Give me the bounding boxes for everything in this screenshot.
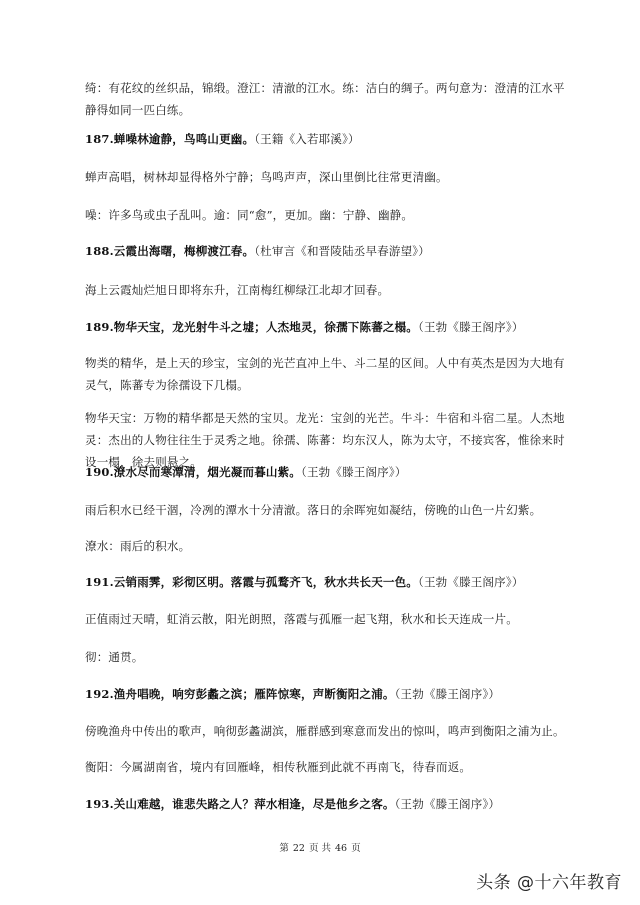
footer-mid: 页 共 (308, 843, 332, 854)
poem-heading-188: 188.云霞出海曙，梅柳渡江春。（杜审言《和晋陵陆丞早春游望》） (85, 244, 430, 258)
watermark: 头条 @十六年教育 (476, 873, 622, 893)
poem-heading-190: 190.潦水尽而寒潭清，烟光凝而暮山紫。（王勃《滕王阁序》） (85, 465, 407, 479)
annotation-paragraph: 彻：通贯。 (85, 650, 144, 664)
total-pages: 46 (335, 843, 348, 854)
current-page-number: 22 (292, 843, 305, 854)
poem-heading-189: 189.物华天宝，龙光射牛斗之墟；人杰地灵，徐孺下陈蕃之榻。（王勃《滕王阁序》） (85, 320, 524, 334)
page-footer (0, 840, 640, 854)
translation-paragraph: 蝉声高唱，树林却显得格外宁静；鸟鸣声声，深山里倒比往常更清幽。 (85, 170, 448, 184)
poem-heading-193: 193.关山难越，谁悲失路之人？萍水相逢，尽是他乡之客。（王勃《滕王阁序》） (85, 797, 501, 811)
translation-paragraph: 物类的精华，是上天的珍宝，宝剑的光芒直冲上牛、斗二星的区间。人中有英杰是因为大地有灵气，陈蕃专为徐孺设下几榻。 (85, 356, 565, 392)
translation-paragraph: 海上云霞灿烂旭日即将东升，江南梅红柳绿江北却才回春。 (85, 283, 390, 297)
annotation-paragraph: 噪：许多鸟或虫子乱叫。逾：同“愈”，更加。幽：宁静、幽静。 (85, 208, 414, 222)
translation-paragraph: 雨后积水已经干涸，冷冽的潭水十分清澈。落日的余晖宛如凝结，傍晚的山色一片幻紫。 (85, 503, 542, 517)
footer-suffix: 页 (351, 843, 361, 854)
annotation-paragraph: 绮：有花纹的丝织品，锦缎。澄江：清澈的江水。练：洁白的绸子。两句意为：澄清的江水平静得如同一匹白练。 (85, 81, 565, 117)
translation-paragraph: 正值雨过天晴，虹消云散，阳光朗照，落霞与孤雁一起飞翔，秋水和长天连成一片。 (85, 612, 518, 626)
annotation-paragraph: 物华天宝：万物的精华都是天然的宝贝。龙光：宝剑的光芒。牛斗：牛宿和斗宿二星。人杰地灵：杰出的人物往往生于灵秀之地。徐孺、陈蕃：均东汉人，陈为太守，不接宾客，惟徐来时设一榻，徐去则悬之。 (85, 411, 565, 469)
annotation-paragraph: 潦水：雨后的积水。 (85, 539, 191, 553)
poem-heading-187: 187.蝉噪林逾静，鸟鸣山更幽。（王籍《入若耶溪》） (85, 132, 360, 146)
translation-paragraph: 傍晚渔舟中传出的歌声，响彻彭蠡湖滨，雁群感到寒意而发出的惊叫，鸣声到衡阳之浦为止。 (85, 724, 565, 738)
footer-prefix: 第 (279, 843, 289, 854)
poem-heading-191: 191.云销雨霁，彩彻区明。落霞与孤鹜齐飞，秋水共长天一色。（王勃《滕王阁序》） (85, 575, 524, 589)
poem-heading-192: 192.渔舟唱晚，响穷彭蠡之滨；雁阵惊寒，声断衡阳之浦。（王勃《滕王阁序》） (85, 687, 501, 701)
annotation-paragraph: 衡阳：今属湖南省，境内有回雁峰，相传秋雁到此就不再南飞，待春而返。 (85, 760, 472, 774)
